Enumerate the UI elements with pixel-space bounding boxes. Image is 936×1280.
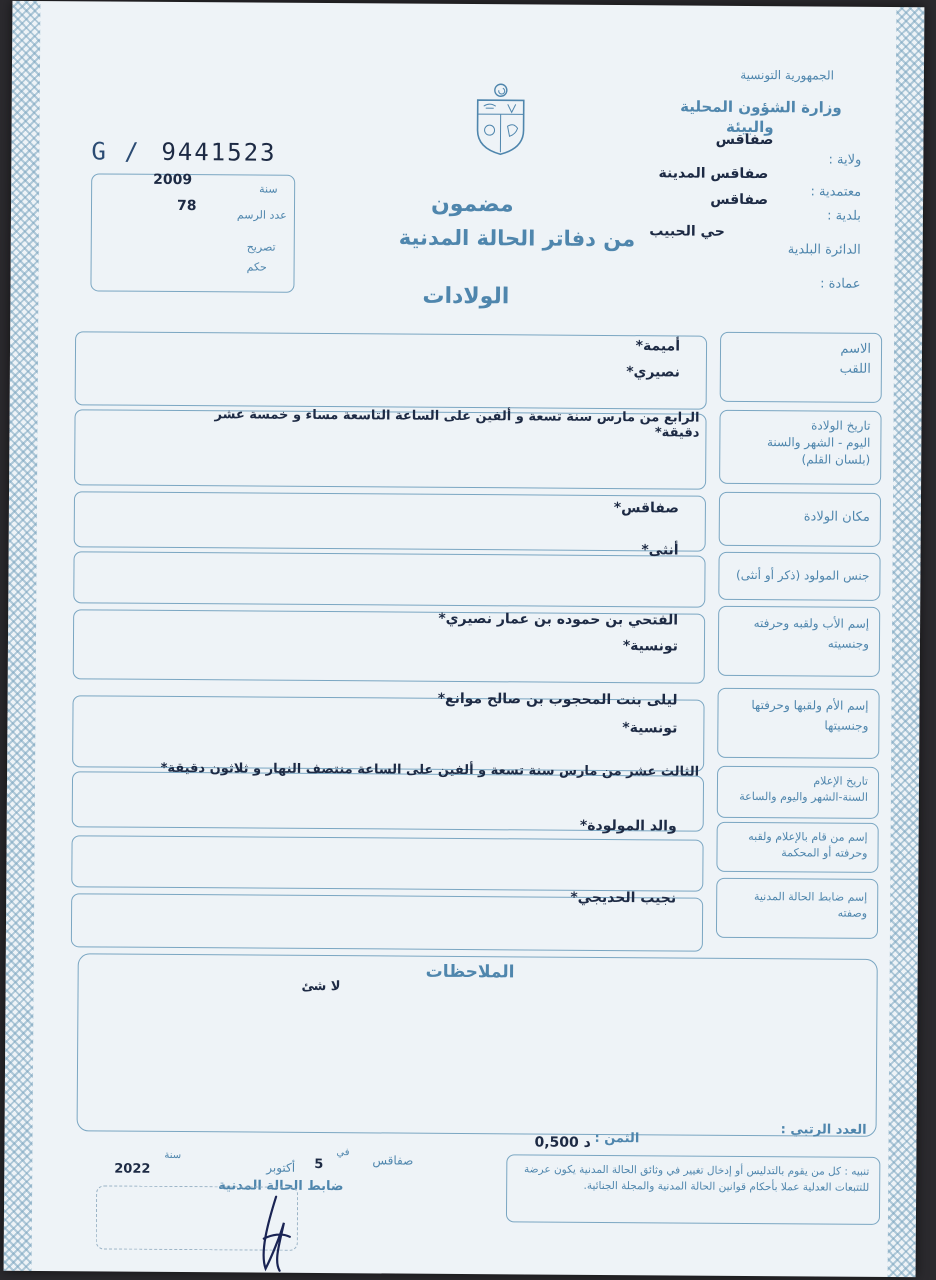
year-label: سنة (259, 182, 278, 196)
label-declaration-date: تاريخ الإعلام (813, 774, 869, 788)
day-value: 5 (314, 1156, 324, 1173)
record-number-label: عدد الرسم (236, 208, 287, 222)
value-declaration-date: الثالث عشر من مارس سنة تسعة و ألفين على الساعة منتصف النهار و ثلاثون دقيقة* (160, 760, 700, 780)
label-first-name: الاسم (840, 341, 872, 357)
field-label-box-officer (716, 878, 878, 939)
year-value: 2009 (153, 171, 193, 189)
value-mother-nationality: تونسية* (622, 720, 678, 737)
section-title: الولادات (422, 283, 510, 310)
decorative-border-right (888, 7, 925, 1277)
value-birth-date: الرابع من مارس سنة تسعة و ألفين على الساعة التاسعة مساء و خمسة عشر دقيقة* (214, 407, 700, 441)
label-declarant-sub: وحرفته أو المحكمة (781, 846, 868, 860)
label-officer: إسم ضابط الحالة المدنية (753, 890, 868, 904)
value-surname: نصيري* (626, 364, 680, 381)
omda-label: عمادة : (820, 276, 861, 292)
field-label-box-sex (718, 552, 880, 601)
label-mother: إسم الأم ولقبها وحرفتها (751, 698, 869, 713)
reference-prefix: G / (91, 137, 141, 166)
date-year-value: 2022 (114, 1161, 151, 1177)
record-number-value: 78 (176, 197, 197, 215)
field-label-box-birth-place (719, 492, 881, 547)
price-label: الثمن : (594, 1130, 640, 1147)
field-value-box-declarant (71, 817, 703, 891)
decorative-border-left (4, 1, 41, 1271)
serial-number-label: العدد الرتبي : (780, 1122, 867, 1138)
label-birth-place: مكان الولادة (803, 509, 870, 525)
field-label-box-name (720, 332, 882, 403)
value-father: الفتحي بن حموده بن عمار نصيري* (438, 610, 679, 629)
label-birth-date-note: (بلسان القلم) (801, 452, 871, 467)
place-text: صفاقس (372, 1153, 414, 1168)
field-value-box-name (75, 331, 708, 409)
delegation-label: معتمدية : (810, 184, 862, 200)
birth-certificate-document (4, 1, 925, 1277)
label-surname: اللقب (839, 361, 871, 377)
field-label-box-birth-date (719, 410, 882, 485)
title-line2: من دفاتر الحالة المدنية (398, 225, 636, 252)
field-value-box-sex (73, 542, 705, 607)
field-label-box-father (718, 606, 880, 677)
label-sex: جنس المولود (ذكر أو أنثى) (736, 567, 870, 583)
label-declaration-date-sub: السنة-الشهر واليوم والساعة (739, 789, 868, 804)
value-officer: نجيب الحديجي* (570, 889, 677, 907)
date-year-label: سنة (164, 1149, 182, 1162)
title-line1: مضمون (430, 191, 514, 218)
governorate-value: صفاقس (715, 131, 774, 149)
label-father-nationality: وجنسيته (827, 636, 870, 651)
label-father: إسم الأب ولقبه وحرفته (753, 616, 870, 631)
ministry-heading-line2: والبيئة (725, 117, 774, 137)
field-value-box-father (73, 609, 705, 683)
district-value: حي الحبيب (649, 223, 725, 240)
field-value-box-officer (71, 889, 703, 951)
label-mother-nationality: وجنسيتها (824, 718, 869, 733)
declaration-label: تصريح (246, 240, 276, 254)
field-label-box-mother (717, 688, 879, 759)
label-birth-date: تاريخ الولادة (811, 418, 871, 433)
field-value-box-birth-date (74, 409, 707, 489)
officer-title: ضابط الحالة المدنية (218, 1178, 344, 1195)
label-declarant: إسم من قام بالإعلام ولقبه (748, 829, 868, 844)
district-label: الدائرة البلدية (787, 242, 861, 258)
republic-heading: الجمهورية التونسية (740, 67, 834, 83)
field-value-box-birth-place (74, 491, 706, 551)
field-label-box-declaration-date (717, 766, 879, 819)
field-label-box-declarant (716, 822, 878, 873)
municipality-value: صفاقس (710, 191, 769, 209)
handwritten-signature (254, 1193, 295, 1273)
legal-notice-box: تنبيه : كل من يقوم بالتدليس أو إدخال تغيير في وثائق الحالة المدنية يكون عرضة للتتبعات العدلية عملا بأحكام قوانين الحالة المدنية والمجلة الجنائية. (506, 1154, 880, 1225)
remarks-label: الملاحظات (425, 961, 515, 983)
governorate-label: ولاية : (828, 152, 862, 168)
value-father-nationality: تونسية* (622, 638, 679, 655)
value-birth-place: صفاقس* (613, 500, 679, 517)
in-label: في (336, 1147, 350, 1159)
ministry-heading: وزارة الشؤون المحلية (680, 97, 842, 117)
reference-number: 9441523 (161, 137, 277, 167)
judgment-label: حكم (246, 260, 267, 274)
month-value: أكتوبر (266, 1160, 296, 1175)
municipality-label: بلدية : (827, 208, 862, 224)
price-value: 0,500 د (534, 1134, 591, 1151)
remarks-value: لا شئ (301, 978, 341, 995)
value-mother: ليلى بنت المحجوب بن صالح موانع* (437, 690, 678, 709)
tunisia-coat-of-arms-icon (471, 82, 530, 156)
delegation-value: صفاقس المدينة (658, 165, 769, 183)
label-officer-sub: وصفته (837, 906, 868, 920)
value-first-name: أميمة* (635, 338, 681, 355)
value-declarant: والد المولودة* (579, 817, 677, 835)
value-sex: أنثى* (641, 542, 679, 559)
label-birth-date-sub: اليوم - الشهر والسنة (766, 435, 871, 450)
